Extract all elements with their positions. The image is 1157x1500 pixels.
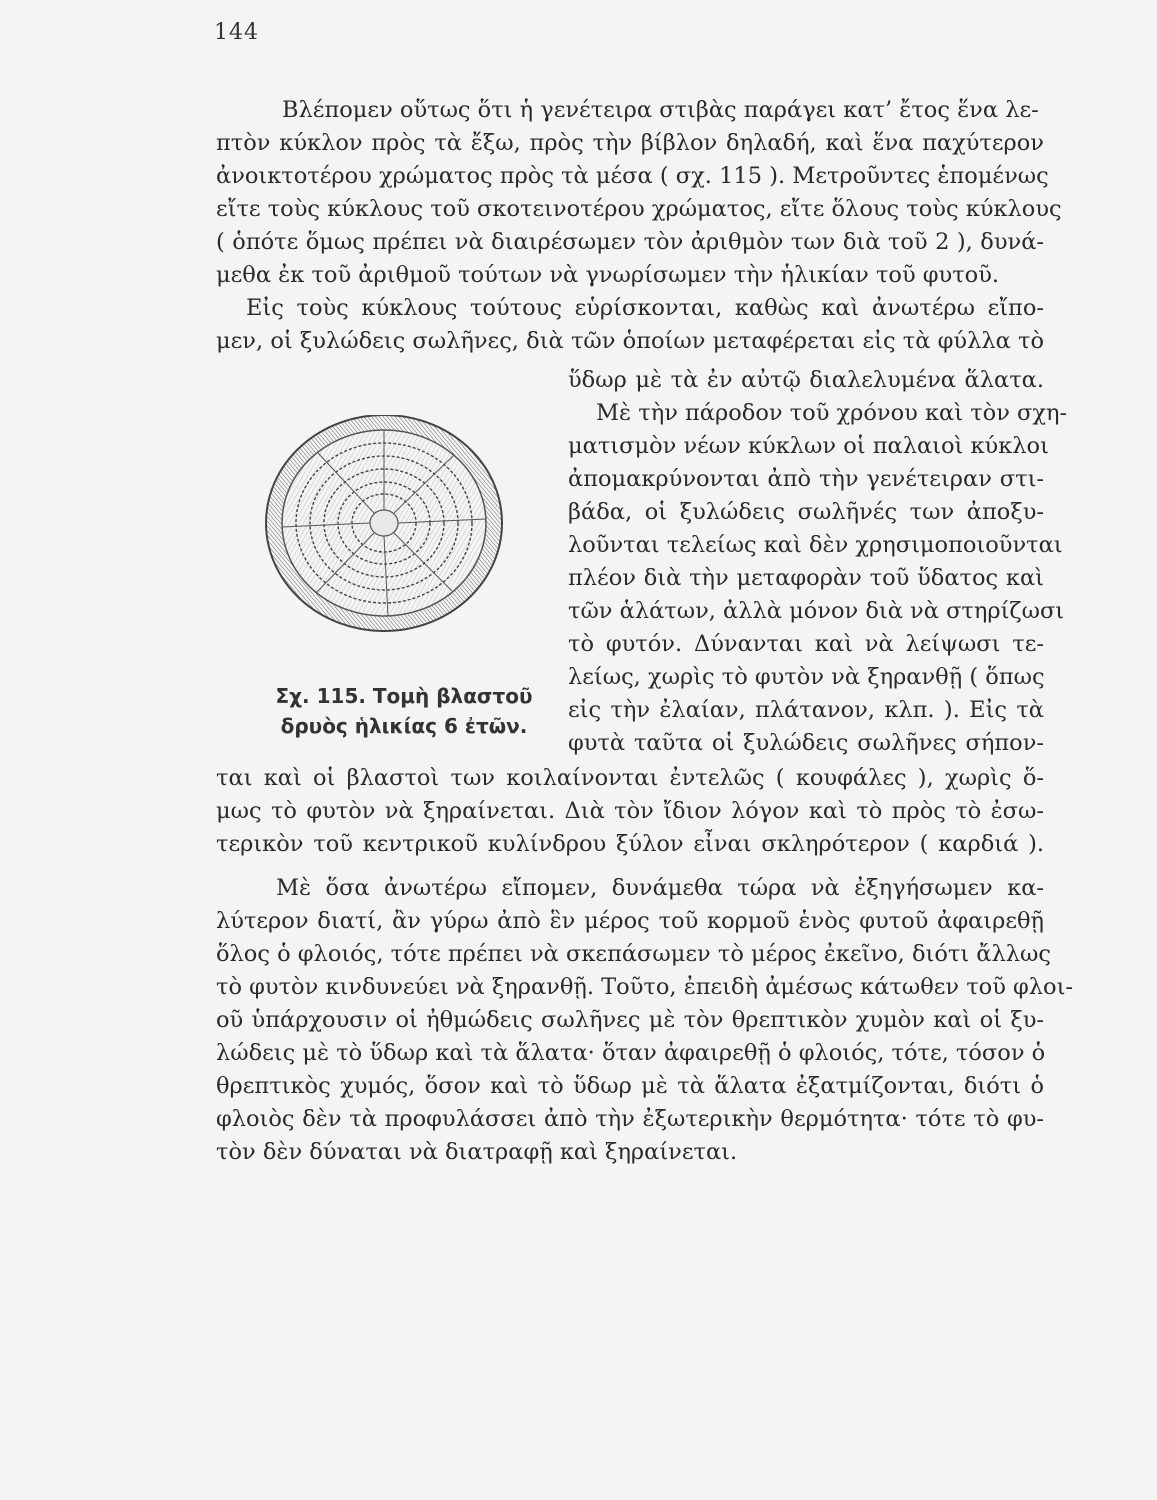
text-line: βάδα, οἱ ξυλώδεις σωλῆνές των ἀποξυ- [568, 499, 1044, 525]
text-line: ὕδωρ μὲ τὰ ἐν αὐτῷ διαλελυμένα ἅλατα. [568, 367, 1044, 393]
text-line: φυτὰ ταῦτα οἱ ξυλώδεις σωλῆνες σήπον- [568, 730, 1044, 756]
text-line: ( ὁπότε ὅμως πρέπει νὰ διαιρέσωμεν τὸν ἀριθμὸν των διὰ τοῦ 2 ), δυνά- [216, 229, 1044, 255]
stem-cross-section-drawing [264, 415, 552, 681]
page-number: 144 [214, 20, 259, 45]
text-line: Μὲ ὅσα ἀνωτέρω εἴπομεν, δυνάμεθα τώρα νὰ ἐξηγήσωμεν κα- [276, 875, 1044, 901]
text-line: λείως, χωρὶς τὸ φυτὸν νὰ ξηρανθῇ ( ὅπως [568, 664, 1045, 690]
text-line: εἰς τὴν ἐλαίαν, πλάτανον, κλπ. ). Εἰς τὰ [568, 697, 1044, 723]
text-line: θρεπτικὸς χυμός, ὅσον καὶ τὸ ὕδωρ μὲ τὰ ἅλατα ἐξατμίζονται, διότι ὁ [216, 1073, 1044, 1099]
text-line: ματισμὸν νέων κύκλων οἱ παλαιοὶ κύκλοι [568, 433, 1049, 459]
text-line: μως τὸ φυτὸν νὰ ξηραίνεται. Διὰ τὸν ἴδιον λόγον καὶ τὸ πρὸς τὸ ἐσω- [216, 798, 1044, 824]
text-line: τὸ φυτόν. Δύνανται καὶ νὰ λείψωσι τε- [568, 631, 1044, 657]
text-line: Βλέπομεν οὕτως ὅτι ἡ γενέτειρα στιβὰς παράγει κατ’ ἔτος ἕνα λε- [282, 97, 1039, 123]
pith [370, 510, 398, 536]
text-line: πλέον διὰ τὴν μεταφορὰν τοῦ ὕδατος καὶ [568, 565, 1044, 591]
text-line: λοῦνται τελείως καὶ δὲν χρησιμοποιοῦνται [568, 532, 1063, 558]
text-line: οῦ ὑπάρχουσιν οἱ ἠθμώδεις σωλῆνες μὲ τὸν θρεπτικὸν χυμὸν καὶ οἱ ξυ- [216, 1007, 1044, 1033]
stem-cross-section-figure [264, 415, 552, 681]
text-line: μεν, οἱ ξυλώδεις σωλῆνες, διὰ τῶν ὁποίων μεταφέρεται εἰς τὰ φύλλα τὸ [216, 328, 1044, 354]
text-line: τὸ φυτὸν κινδυνεύει νὰ ξηρανθῇ. Τοῦτο, ἐπειδὴ ἀμέσως κάτωθεν τοῦ φλοι- [216, 974, 1074, 1000]
text-line: ται καὶ οἱ βλαστοὶ των κοιλαίνονται ἐντελῶς ( κουφάλες ), χωρὶς ὅ- [216, 765, 1044, 791]
figure-caption-line-2: δρυὸς ἡλικίας 6 ἐτῶν. [280, 714, 528, 738]
text-line: ἀπομακρύνονται ἀπὸ τὴν γενέτειραν στι- [568, 466, 1044, 492]
text-line: τῶν ἁλάτων, ἀλλὰ μόνον διὰ νὰ στηρίζωσι [568, 598, 1065, 624]
text-line: τὸν δὲν δύναται νὰ διατραφῇ καὶ ξηραίνεται. [216, 1139, 738, 1165]
text-line: ὅλος ὁ φλοιός, τότε πρέπει νὰ σκεπάσωμεν τὸ μέρος ἐκεῖνο, διότι ἄλλως [216, 941, 1051, 967]
figure-caption-line-1: Σχ. 115. Τομὴ βλαστοῦ [275, 684, 533, 708]
text-line: λώδεις μὲ τὸ ὕδωρ καὶ τὰ ἅλατα· ὅταν ἀφαιρεθῇ ὁ φλοιός, τότε, τόσον ὁ [216, 1040, 1046, 1066]
text-line: φλοιὸς δὲν τὰ προφυλάσσει ἀπὸ τὴν ἐξωτερικὴν θερμότητα· τότε τὸ φυ- [216, 1106, 1044, 1132]
text-line: Μὲ τὴν πάροδον τοῦ χρόνου καὶ τὸν σχη- [596, 400, 1068, 426]
text-line: λύτερον διατί, ἂν γύρω ἀπὸ ἓν μέρος τοῦ κορμοῦ ἑνὸς φυτοῦ ἀφαιρεθῇ [216, 908, 1044, 934]
text-line: μεθα ἐκ τοῦ ἀριθμοῦ τούτων νὰ γνωρίσωμεν τὴν ἡλικίαν τοῦ φυτοῦ. [216, 262, 1000, 288]
text-line: εἴτε τοὺς κύκλους τοῦ σκοτεινοτέρου χρώματος, εἴτε ὅλους τοὺς κύκλους [216, 196, 1062, 222]
text-line: Εἰς τοὺς κύκλους τούτους εὑρίσκονται, καθὼς καὶ ἀνωτέρω εἴπο- [246, 295, 1044, 321]
text-line: πτὸν κύκλον πρὸς τὰ ἔξω, πρὸς τὴν βίβλον δηλαδή, καὶ ἕνα παχύτερον [216, 130, 1044, 156]
text-line: τερικὸν τοῦ κεντρικοῦ κυλίνδρου ξύλον εἶναι σκληρότερον ( καρδιά ). [216, 831, 1044, 857]
text-line: ἀνοικτοτέρου χρώματος πρὸς τὰ μέσα ( σχ. 115 ). Μετροῦντες ἑπομένως [216, 163, 1049, 189]
